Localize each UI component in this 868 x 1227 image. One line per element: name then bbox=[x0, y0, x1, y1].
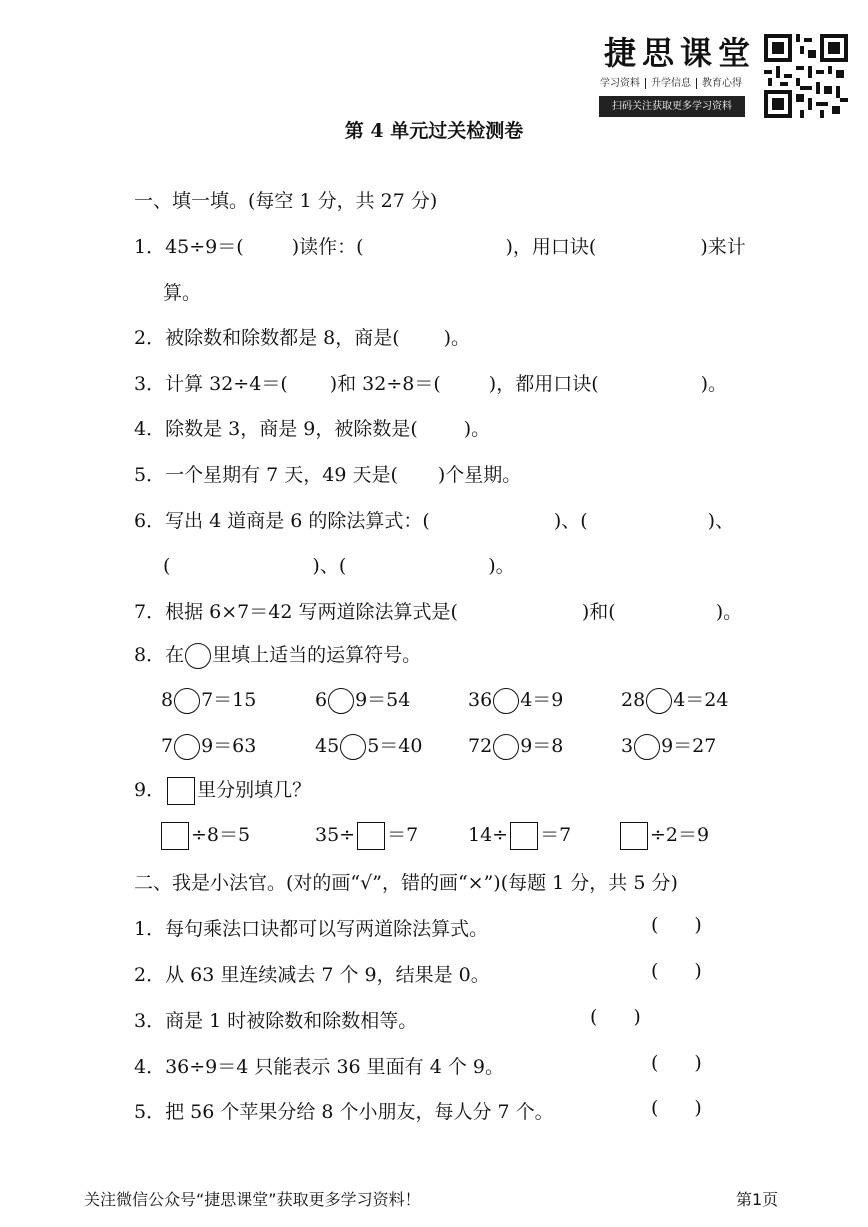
q8-item-left: 7 bbox=[161, 735, 174, 757]
judge-answer-slot[interactable] bbox=[651, 914, 702, 936]
q8-item-left: 3 bbox=[621, 735, 634, 757]
q8-item bbox=[621, 731, 716, 760]
paren-close: ) bbox=[694, 960, 702, 982]
operator-circle-input[interactable] bbox=[634, 734, 660, 760]
question-2 bbox=[134, 323, 470, 350]
judge-item-1: 1．每句乘法口诀都可以写两道除法算式。 bbox=[134, 918, 489, 940]
q9-item-left: 35÷ bbox=[315, 824, 356, 846]
q6-text: )、( bbox=[553, 510, 588, 532]
q9-text: 里分别填几？ bbox=[197, 779, 312, 801]
q5-text: 5．一个星期有 7 天，49 天是( bbox=[134, 464, 398, 486]
judge-answer-slot[interactable] bbox=[651, 1097, 702, 1119]
q8-item-right: 9＝27 bbox=[661, 735, 717, 757]
q4-text: )。 bbox=[463, 418, 491, 440]
number-box-input[interactable] bbox=[161, 822, 189, 850]
q8-item-left: 45 bbox=[315, 735, 340, 757]
q3-text: )，都用口诀( bbox=[488, 373, 599, 395]
q8-item-left: 6 bbox=[315, 689, 328, 711]
brand-logo-text: 捷思课堂 bbox=[604, 34, 757, 72]
q8-item-right: 4＝24 bbox=[673, 689, 729, 711]
footer-note: 关注微信公众号“捷思课堂”获取更多学习资料！ bbox=[84, 1190, 421, 1209]
qr-code-icon[interactable] bbox=[764, 34, 848, 118]
q1-continuation: 算。 bbox=[163, 282, 202, 304]
q6-text: 6．写出 4 道商是 6 的除法算式：( bbox=[134, 510, 430, 532]
q9-item-right: ＝7 bbox=[387, 824, 419, 846]
question-7 bbox=[134, 597, 742, 624]
q6-text: )、( bbox=[312, 555, 347, 577]
q3-text: 3．计算 32÷4＝( bbox=[134, 373, 288, 395]
q7-text: )和( bbox=[581, 601, 616, 623]
q8-item-right: 9＝54 bbox=[355, 689, 411, 711]
q3-text: )和 32÷8＝( bbox=[329, 373, 441, 395]
operator-circle-input[interactable] bbox=[646, 688, 672, 714]
judge-item-5: 5．把 56 个苹果分给 8 个小朋友，每人分 7 个。 bbox=[134, 1101, 554, 1123]
brand-tags bbox=[600, 74, 742, 89]
q1-text: )读作：( bbox=[291, 236, 364, 258]
q9-item-left: 14÷ bbox=[468, 824, 509, 846]
q8-item-left: 8 bbox=[161, 689, 174, 711]
number-box-input[interactable] bbox=[620, 822, 648, 850]
brand-tag: 学习资料 bbox=[600, 78, 640, 89]
paren-close: ) bbox=[694, 1052, 702, 1074]
judge-answer-slot[interactable] bbox=[651, 960, 702, 982]
q9-item bbox=[618, 820, 709, 850]
paren-close: ) bbox=[694, 1097, 702, 1119]
question-4 bbox=[134, 414, 490, 441]
q8-item-right: 4＝9 bbox=[520, 689, 564, 711]
q9-item bbox=[468, 820, 571, 850]
brand-banner: 扫码关注获取更多学习资料 bbox=[599, 96, 745, 117]
section-2-heading: 二、我是小法官。(对的画“√”，错的画“×”)(每题 1 分，共 5 分) bbox=[134, 872, 678, 894]
question-1 bbox=[134, 232, 746, 259]
brand-tag: 升学信息 bbox=[651, 78, 691, 89]
q1-text: )来计 bbox=[700, 236, 746, 258]
q8-item-right: 9＝8 bbox=[520, 735, 564, 757]
q8-item bbox=[468, 731, 563, 760]
q8-item bbox=[315, 731, 422, 760]
q9-item bbox=[315, 820, 418, 850]
operator-circle-input[interactable] bbox=[174, 688, 200, 714]
q8-item bbox=[621, 685, 728, 714]
q8-item-left: 28 bbox=[621, 689, 646, 711]
judge-item-2: 2．从 63 里连续减去 7 个 9，结果是 0。 bbox=[134, 964, 490, 986]
paren-close: ) bbox=[694, 914, 702, 936]
page-number: 第1页 bbox=[736, 1190, 779, 1209]
q7-text: 7．根据 6×7＝42 写两道除法算式是( bbox=[134, 601, 458, 623]
judge-item-3: 3．商是 1 时被除数和除数相等。 bbox=[134, 1010, 418, 1032]
q8-text: 8．在 bbox=[134, 644, 185, 666]
q3-text: )。 bbox=[700, 373, 728, 395]
question-6-line-2 bbox=[163, 551, 515, 578]
q9-item-right: ÷2＝9 bbox=[650, 824, 710, 846]
q9-item-right: ÷8＝5 bbox=[191, 824, 251, 846]
q6-text: ( bbox=[163, 555, 171, 577]
q8-text: 里填上适当的运算符号。 bbox=[212, 644, 422, 666]
question-9 bbox=[134, 775, 311, 805]
q8-item-left: 72 bbox=[468, 735, 493, 757]
operator-circle-input[interactable] bbox=[340, 734, 366, 760]
q1-text: )，用口诀( bbox=[505, 236, 597, 258]
q8-item bbox=[161, 685, 256, 714]
q8-item-right: 7＝15 bbox=[201, 689, 257, 711]
paren-open: ( bbox=[651, 1097, 659, 1119]
operator-circle-input[interactable] bbox=[493, 734, 519, 760]
section-1-heading: 一、填一填。(每空 1 分，共 27 分) bbox=[134, 190, 438, 212]
paren-open: ( bbox=[590, 1006, 598, 1028]
question-6 bbox=[134, 506, 734, 533]
operator-circle-input[interactable] bbox=[174, 734, 200, 760]
paren-open: ( bbox=[651, 914, 659, 936]
square-symbol-icon bbox=[167, 777, 195, 805]
q9-text: 9． bbox=[134, 779, 166, 801]
q9-item bbox=[159, 820, 250, 850]
brand-tag: 教育心得 bbox=[702, 78, 742, 89]
operator-circle-input[interactable] bbox=[328, 688, 354, 714]
q4-text: 4．除数是 3，商是 9，被除数是( bbox=[134, 418, 418, 440]
question-5 bbox=[134, 460, 521, 487]
page-title: 第 4 单元过关检测卷 bbox=[344, 120, 524, 142]
q2-text: )。 bbox=[443, 327, 471, 349]
paren-close: ) bbox=[633, 1006, 641, 1028]
judge-item-4: 4．36÷9＝4 只能表示 36 里面有 4 个 9。 bbox=[134, 1056, 504, 1078]
q8-item-right: 9＝63 bbox=[201, 735, 257, 757]
paren-open: ( bbox=[651, 1052, 659, 1074]
q7-text: )。 bbox=[715, 601, 743, 623]
q5-text: )个星期。 bbox=[437, 464, 522, 486]
q2-text: 2．被除数和除数都是 8，商是( bbox=[134, 327, 400, 349]
circle-symbol-icon bbox=[185, 643, 211, 669]
question-3 bbox=[134, 369, 727, 396]
number-box-input[interactable] bbox=[510, 822, 538, 850]
number-box-input[interactable] bbox=[357, 822, 385, 850]
q6-text: )。 bbox=[488, 555, 515, 577]
q8-item bbox=[315, 685, 410, 714]
judge-answer-slot[interactable] bbox=[590, 1006, 641, 1028]
q8-item-right: 5＝40 bbox=[367, 735, 423, 757]
q1-text: 1．45÷9＝( bbox=[134, 236, 244, 258]
judge-answer-slot[interactable] bbox=[651, 1052, 702, 1074]
q8-item bbox=[468, 685, 563, 714]
q8-item-left: 36 bbox=[468, 689, 493, 711]
q6-text: )、 bbox=[707, 510, 735, 532]
question-8 bbox=[134, 640, 421, 669]
q9-item-right: ＝7 bbox=[540, 824, 572, 846]
paren-open: ( bbox=[651, 960, 659, 982]
q8-item bbox=[161, 731, 256, 760]
operator-circle-input[interactable] bbox=[493, 688, 519, 714]
